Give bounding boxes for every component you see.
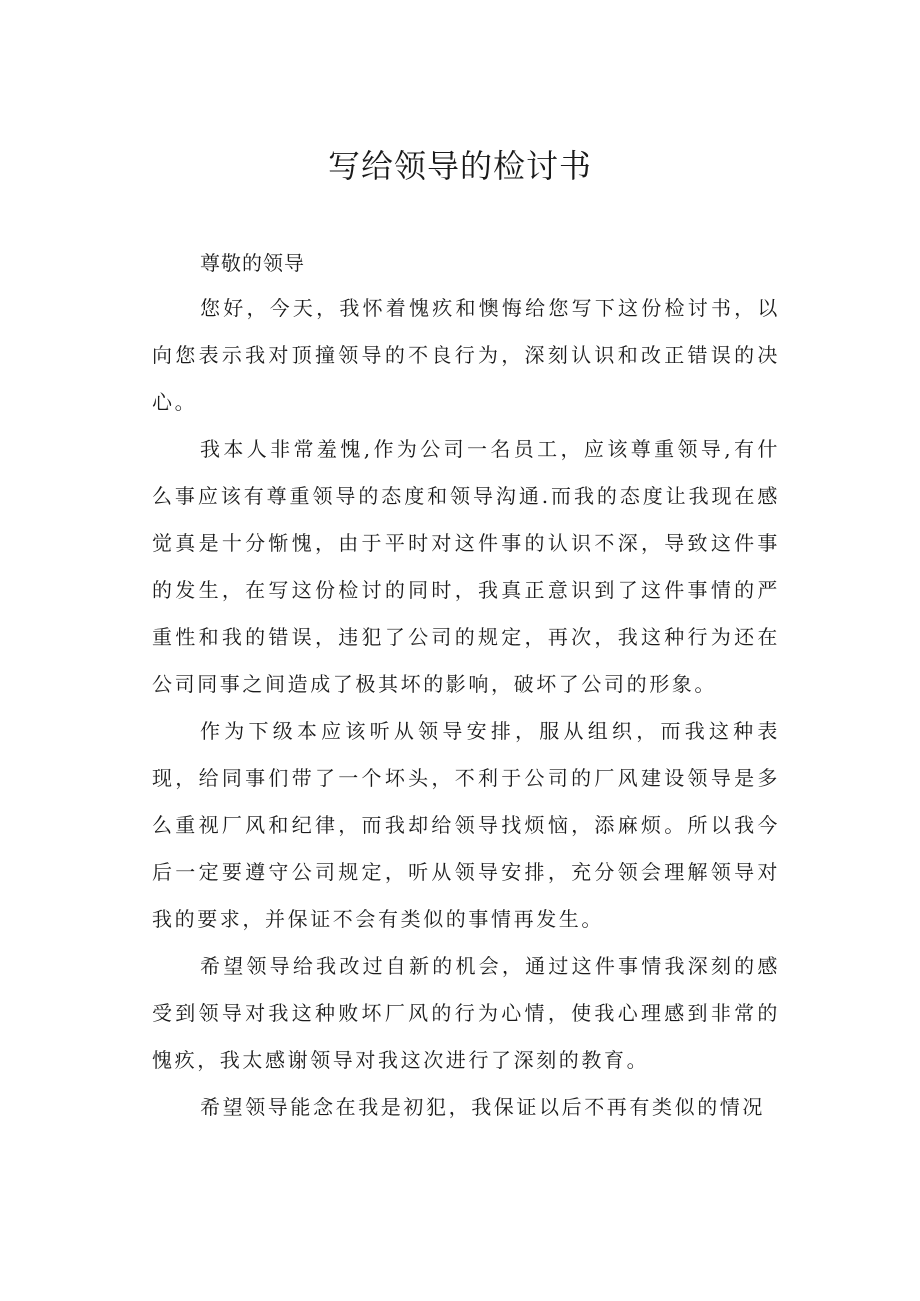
document-body xyxy=(152,285,780,1131)
greeting: 尊敬的领导 xyxy=(200,251,305,275)
paragraph-4: 希望领导给我改过自新的机会，通过这件事情我深刻的感受到领导对我这种败坏厂风的行为心情，使我心理感到非常的愧疚，我太感谢领导对我这次进行了深刻的教育。 xyxy=(152,954,780,1072)
paragraph-1: 您好，今天，我怀着愧疚和懊悔给您写下这份检讨书，以向您表示我对顶撞领导的不良行为，深刻认识和改正错误的决心。 xyxy=(152,296,780,414)
paragraph-5: 希望领导能念在我是初犯，我保证以后不再有类似的情况 xyxy=(200,1095,765,1119)
document-title: 写给领导的检讨书 xyxy=(327,147,592,185)
paragraph-2: 我本人非常羞愧,作为公司一名员工，应该尊重领导,有什么事应该有尊重领导的态度和领导沟通.而我的态度让我现在感觉真是十分惭愧，由于平时对这件事的认识不深，导致这件事的发生，在写这份检讨的同时，我真正意识到了这件事情的严重性和我的错误，违犯了公司的规定，再次，我这种行为还在公司同事之间造成了极其坏的影响，破坏了公司的形象。 xyxy=(152,437,780,696)
paragraph-3: 作为下级本应该听从领导安排，服从组织，而我这种表现，给同事们带了一个坏头，不利于公司的厂风建设领导是多么重视厂风和纪律，而我却给领导找烦恼，添麻烦。所以我今后一定要遵守公司规定，听从领导安排，充分领会理解领导对我的要求，并保证不会有类似的事情再发生。 xyxy=(152,719,780,931)
